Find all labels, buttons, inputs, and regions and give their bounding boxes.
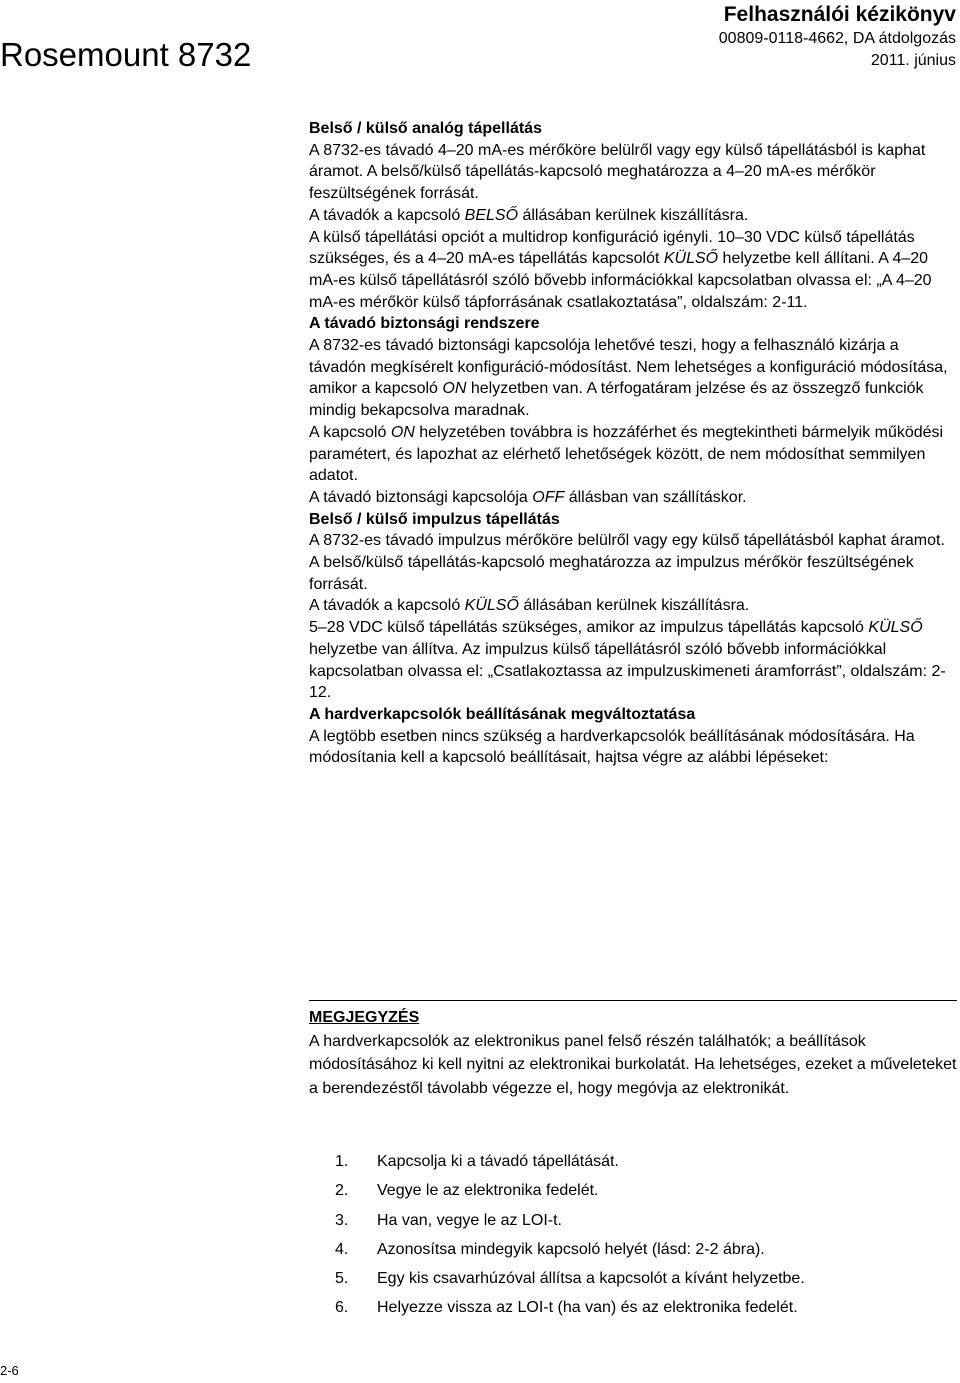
step-text: Helyezze vissza az LOI-t (ha van) és az elektronika fedelét. [377, 1299, 798, 1317]
step-number: 3. [335, 1211, 349, 1229]
document-header [719, 2, 956, 72]
document-date: 2011. június [870, 52, 956, 69]
paragraph: A 8732-es távadó 4–20 mA-es mérőköre belülről vagy egy külső tápellátásból is kaphat áramot. A belső/külső tápellátás-kapcsoló meghatározza a 4–20 mA-es mérőkör feszültségének forrását. [309, 141, 926, 203]
paragraph: 5–28 VDC külső tápellátás szükséges, amikor az impulzus tápellátás kapcsoló KÜLSŐ helyzetbe van állítva. Az impulzus külső tápellátásról szóló bővebb információkkal kapcsolatban olvassa el: „Csatlakoztassa az impulzuskimeneti áramforrást”, oldalszám: 2-12. [309, 619, 946, 702]
paragraph: A legtöbb esetben nincs szükség a hardverkapcsolók beállításának módosítására. Ha módosítania kell a kapcsoló beállításait, hajtsa végre az alábbi lépéseket: [309, 727, 915, 767]
document-number: 00809-0118-4662, DA átdolgozás [718, 30, 956, 47]
paragraph: A 8732-es távadó biztonsági kapcsolója lehetővé teszi, hogy a felhasználó kizárja a távadón megkísérelt konfiguráció-módosítást. Nem lehetséges a konfiguráció módosítása, amikor a kapcsoló ON helyzetben van. A térfogatáram jelzése és az összegző funkciók mindig bekapcsolva maradnak. [309, 337, 948, 420]
note-title: MEGJEGYZÉS [309, 1009, 420, 1026]
list-item [309, 1179, 957, 1202]
list-item [309, 1267, 957, 1290]
section-heading: A távadó biztonsági rendszere [309, 315, 540, 333]
paragraph: A kapcsoló ON helyzetében továbbra is hozzáférhet és megtekintheti bármelyik működési paramétert, és lapozhat az elérhető lehetőségek között, de nem módosíthat semmilyen adatot. [309, 423, 944, 485]
list-item [309, 1238, 957, 1261]
section-heading: Belső / külső impulzus tápellátás [309, 510, 560, 528]
section-heading: Belső / külső analóg tápellátás [309, 120, 542, 137]
step-number: 4. [335, 1240, 349, 1258]
step-number: 1. [335, 1153, 349, 1170]
paragraph: A távadók a kapcsoló BELSŐ állásában kerülnek kiszállításra. [309, 206, 749, 224]
list-item [309, 1296, 957, 1319]
list-item [309, 1209, 957, 1232]
list-item [309, 1150, 957, 1173]
section-heading: A hardverkapcsolók beállításának megváltoztatása [309, 705, 696, 723]
paragraph: A távadó biztonsági kapcsolója OFF állásban van szállításkor. [309, 488, 747, 506]
note-box [309, 1000, 957, 1100]
document-title: Felhasználói kézikönyv [723, 3, 956, 26]
step-list [309, 1150, 957, 1326]
note-text: A hardverkapcsolók az elektronikus panel felső részén találhatók; a beállítások módosításához ki kell nyitni az elektronikai burkolatát. Ha lehetséges, ezeket a műveleteket a berendezéstől távolabb végezze el, hogy megóvja az elektronikát. [309, 1032, 957, 1097]
step-text: Ha van, vegye le az LOI-t. [377, 1211, 562, 1229]
main-content [309, 108, 957, 769]
paragraph: A külső tápellátási opciót a multidrop konfiguráció igényli. 10–30 VDC külső tápellátás szükséges, és a 4–20 mA-es tápellátás kapcsolót KÜLSŐ helyzetbe kell állítani. A 4–20 mA-es külső tápellátásról szóló bővebb információkkal kapcsolatban olvassa el: „A 4–20 mA-es mérőkör külső tápforrásának csatlakoztatása”, oldalszám: 2-11. [309, 228, 932, 311]
step-number: 2. [335, 1182, 349, 1200]
step-text: Kapcsolja ki a távadó tápellátását. [377, 1153, 619, 1170]
paragraph: A távadók a kapcsoló KÜLSŐ állásában kerülnek kiszállításra. [309, 597, 750, 615]
page-number: 2-6 [0, 1363, 19, 1378]
step-number: 5. [335, 1270, 349, 1288]
step-text: Egy kis csavarhúzóval állítsa a kapcsolót a kívánt helyzetbe. [377, 1270, 805, 1288]
step-text: Vegye le az elektronika fedelét. [377, 1182, 599, 1200]
step-number: 6. [335, 1299, 349, 1317]
step-text: Azonosítsa mindegyik kapcsoló helyét (lásd: 2-2 ábra). [377, 1240, 765, 1258]
paragraph: A 8732-es távadó impulzus mérőköre belülről vagy egy külső tápellátásból kaphat áramot. A belső/külső tápellátás-kapcsoló meghatározza az impulzus mérőkör feszültségének forrását. [309, 532, 945, 593]
product-name: Rosemount 8732 [0, 36, 252, 73]
